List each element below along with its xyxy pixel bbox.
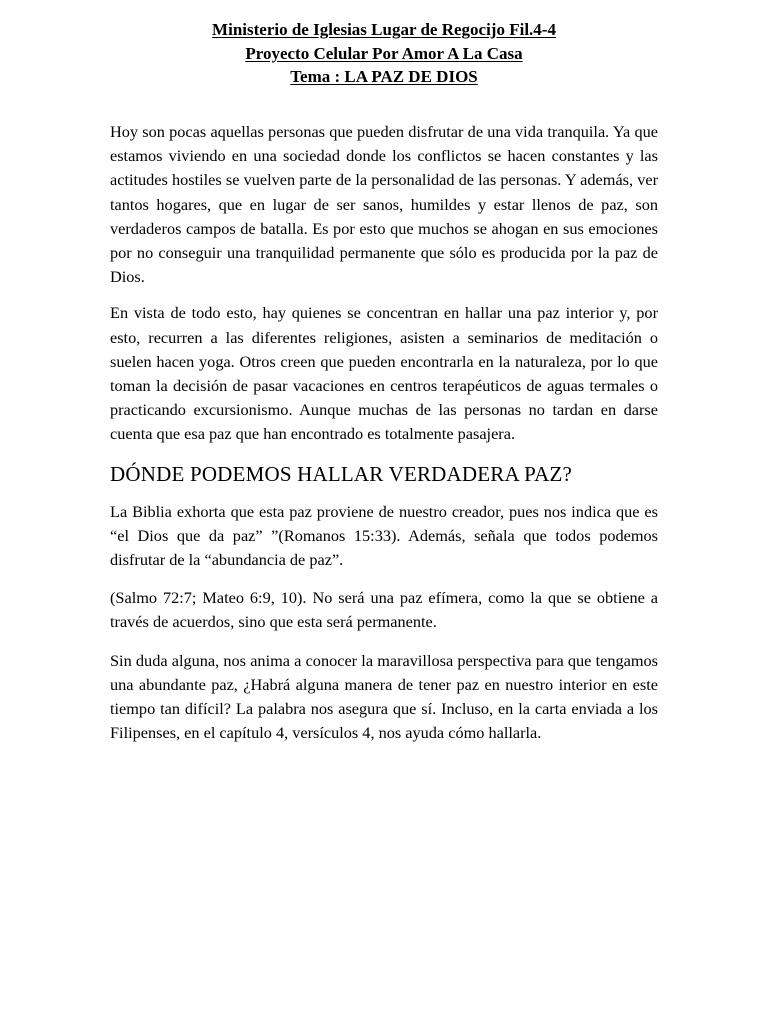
header-project-title: Proyecto Celular Por Amor A La Casa (245, 43, 523, 63)
document-header (0, 18, 768, 89)
paragraph-references: (Salmo 72:7; Mateo 6:9, 10). No será una paz efímera, como la que se obtiene a través de acuerdos, sino que esta será permanente. (110, 588, 658, 632)
paragraph-intro: Hoy son pocas aquellas personas que pueden disfrutar de una vida tranquila. Ya que estamos viviendo en una sociedad donde los conflictos se hacen constantes y las actitudes hostiles se vuelven parte de la personalidad de las personas. Y además, ver tantos hogares, que en lugar de ser sanos, humildes y estar llenos de paz, son verdaderos campos de batalla. Es por esto que muchos se ahogan en sus emociones por no conseguir una tranquilidad permanente que sólo es producida por la paz de Dios. (110, 122, 658, 287)
document-body (110, 120, 658, 757)
header-topic-title: Tema : LA PAZ DE DIOS (290, 67, 478, 86)
paragraph-conclusion: Sin duda alguna, nos anima a conocer la maravillosa perspectiva para que tengamos una abundante paz, ¿Habrá alguna manera de tener paz en nuestro interior en este tiempo tan difícil? La palabra nos asegura que sí. Incluso, en la carta enviada a los Filipenses, en el capítulo 4, versículos 4, nos ayuda cómo hallarla. (110, 650, 658, 743)
paragraph-search-for-peace: En vista de todo esto, hay quienes se concentran en hallar una paz interior y, por esto, recurren a las diferentes religiones, asisten a seminarios de meditación o suelen hacen yoga. Otros creen que pueden encontrarla en la naturaleza, por lo que toman la decisión de pasar vacaciones en centros terapéuticos de aguas termales o practicando excursionismo. Aunque muchas de las personas no tardan en darse cuenta que esa paz que han encontrado es totalmente pasajera. (110, 303, 658, 444)
section-heading: DÓNDE PODEMOS HALLAR VERDADERA PAZ? (110, 461, 573, 486)
header-ministry-title: Ministerio de Iglesias Lugar de Regocijo Fil.4-4 (212, 20, 556, 39)
paragraph-bible-quote: La Biblia exhorta que esta paz proviene de nuestro creador, pues nos indica que es “el Dios que da paz” ”(Romanos 15:33). Además, señala que todos podemos disfrutar de la “abundancia de paz”. (110, 501, 658, 570)
